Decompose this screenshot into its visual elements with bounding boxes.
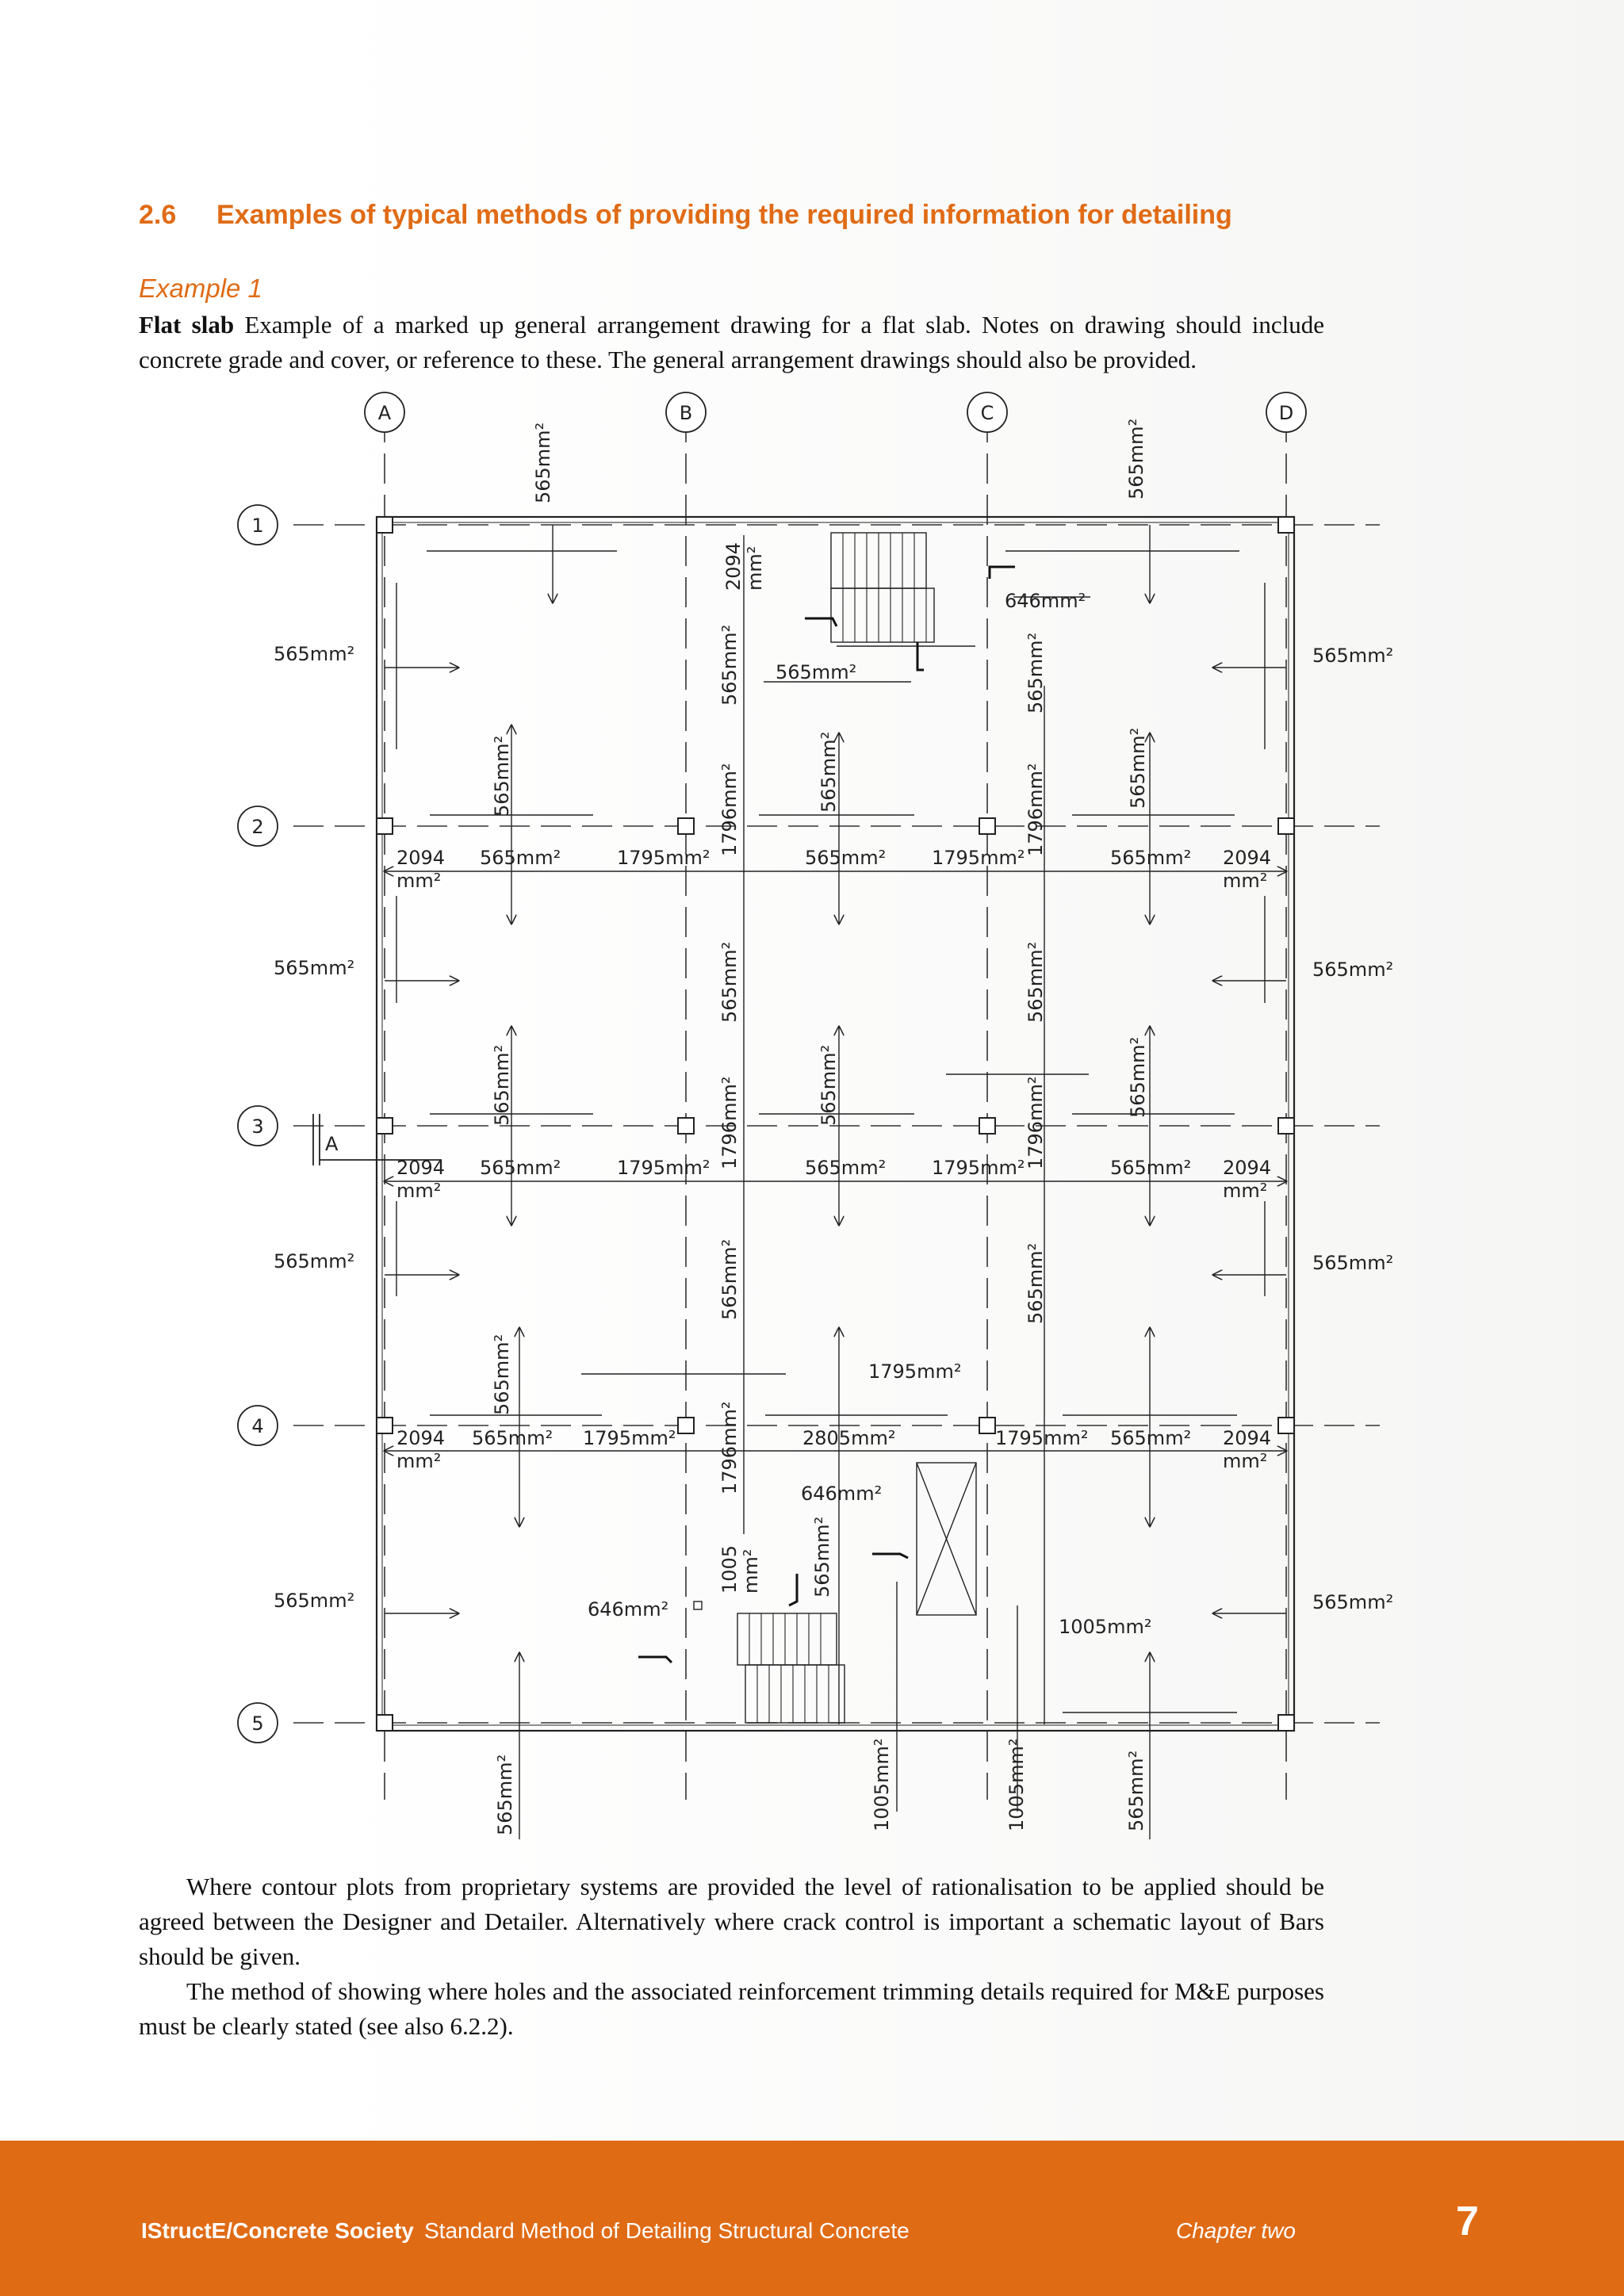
area-label: 1796mm² xyxy=(1025,1076,1047,1169)
area-label: 646mm² xyxy=(801,1483,883,1505)
area-label: 565mm² xyxy=(1025,941,1047,1023)
area-label: 1795mm² xyxy=(868,1360,962,1383)
area-label: 565mm² xyxy=(1125,1750,1147,1831)
area-label: 565mm² xyxy=(1125,418,1147,499)
area-label: 565mm² xyxy=(818,1044,840,1126)
area-label: 1005mm² xyxy=(871,1738,893,1831)
area-label: 565mm² xyxy=(718,941,741,1023)
area-label: 565mm² xyxy=(494,1754,516,1835)
area-label: 565mm² xyxy=(1025,1242,1047,1324)
grid-row-label: 5 xyxy=(251,1712,264,1735)
area-label: 1005mm² xyxy=(1059,1616,1152,1638)
section-heading xyxy=(139,200,1487,231)
area-label: 1005 xyxy=(718,1544,741,1594)
footer-org: IStructE/Concrete Society xyxy=(141,2218,414,2243)
area-label: 1796mm² xyxy=(718,1401,741,1494)
area-label: 565mm² xyxy=(776,661,857,683)
area-label: 565mm² xyxy=(274,957,355,979)
body-paragraph: Where contour plots from proprietary systems are provided the level of rationalisation to be applied should be agreed between the Designer and Detailer. Alternatively where crack control is important a schematic layout of Bars should be given. xyxy=(139,1873,1324,1970)
area-label: 1795mm² xyxy=(583,1427,676,1449)
area-label: 565mm² xyxy=(1312,645,1394,667)
page-number: 7 xyxy=(1456,2198,1479,2244)
area-label: 2094 xyxy=(396,1427,446,1449)
example-label: Example 1 xyxy=(139,274,262,303)
area-label: mm² xyxy=(1223,1450,1268,1472)
area-label: 2094 xyxy=(396,847,446,869)
area-label: 565mm² xyxy=(480,847,561,869)
area-label: 2094 xyxy=(396,1157,446,1179)
area-label: mm² xyxy=(396,1180,442,1202)
area-label: mm² xyxy=(740,1548,762,1594)
area-label: 1795mm² xyxy=(932,847,1025,869)
area-label: 565mm² xyxy=(1110,1427,1192,1449)
area-label: 1796mm² xyxy=(718,1076,741,1169)
area-label: 1795mm² xyxy=(617,847,710,869)
area-label: 565mm² xyxy=(274,1250,355,1272)
area-label: mm² xyxy=(744,545,766,591)
area-label: 1795mm² xyxy=(617,1157,710,1179)
grid-row-label: 4 xyxy=(251,1415,264,1437)
area-label: mm² xyxy=(396,870,442,892)
area-label: 565mm² xyxy=(1312,1591,1394,1613)
area-label: 2094 xyxy=(722,541,745,591)
area-label: 565mm² xyxy=(718,1238,741,1320)
body-paragraph: The method of showing where holes and the associated reinforcement trimming details required for M&E purposes must be clearly stated (see also 6.2.2). xyxy=(139,1977,1324,2040)
section-marker-label: A xyxy=(325,1133,339,1155)
area-label: 565mm² xyxy=(1312,959,1394,981)
intro-text: Example of a marked up general arrangement drawing for a flat slab. Notes on drawing should include concrete grade and cover, or reference to these. The general arrangement drawings should also be provided. xyxy=(139,311,1324,373)
area-label: 565mm² xyxy=(1127,727,1149,809)
intro-lead: Flat slab xyxy=(139,311,235,339)
area-label: 565mm² xyxy=(805,847,887,869)
area-label: 565mm² xyxy=(811,1516,833,1598)
area-label: 2094 xyxy=(1223,847,1272,869)
area-label: mm² xyxy=(396,1450,442,1472)
area-label: 565mm² xyxy=(1127,1036,1149,1118)
area-label: 1796mm² xyxy=(718,763,741,856)
area-label: 565mm² xyxy=(1110,847,1192,869)
stair-top xyxy=(831,533,975,646)
area-label: 1005mm² xyxy=(1005,1738,1028,1831)
area-label: mm² xyxy=(1223,870,1268,892)
area-label: 565mm² xyxy=(1312,1252,1394,1274)
area-label: 565mm² xyxy=(532,422,554,503)
footer-title: Standard Method of Detailing Structural Concrete xyxy=(424,2218,910,2243)
area-label: 2094 xyxy=(1223,1157,1272,1179)
area-label: 646mm² xyxy=(1005,590,1086,612)
drawing-svg xyxy=(147,385,1400,1851)
area-label: 565mm² xyxy=(818,731,840,813)
area-label: 565mm² xyxy=(805,1157,887,1179)
area-label: mm² xyxy=(1223,1180,1268,1202)
grid-row-label: 3 xyxy=(251,1115,264,1138)
area-label: 565mm² xyxy=(1110,1157,1192,1179)
area-label: 565mm² xyxy=(718,624,741,706)
area-label: 1796mm² xyxy=(1025,763,1047,856)
area-label: 2094 xyxy=(1223,1427,1272,1449)
area-label: 1795mm² xyxy=(995,1427,1089,1449)
reinforcement-bars xyxy=(385,525,1286,1839)
area-label: 565mm² xyxy=(491,735,513,817)
vertical-area-labels xyxy=(491,418,1152,1835)
grid-col-label: B xyxy=(679,402,693,424)
stair-top-treads xyxy=(843,533,926,642)
grid-col-label: D xyxy=(1278,402,1294,424)
area-label: 565mm² xyxy=(491,1044,513,1126)
grid-row-label: 1 xyxy=(251,515,264,537)
grid-row-label: 2 xyxy=(251,816,264,838)
grid-col-label: A xyxy=(377,402,392,424)
stair-bottom-treads xyxy=(749,1613,829,1723)
section-number: 2.6 xyxy=(139,200,177,230)
area-label: 565mm² xyxy=(274,1590,355,1612)
intro-paragraph xyxy=(139,308,1324,377)
grid-col-label: C xyxy=(980,402,994,424)
section-title: Examples of typical methods of providing the required information for detailing xyxy=(216,200,1232,230)
area-label: 646mm² xyxy=(588,1598,669,1621)
area-label: 565mm² xyxy=(480,1157,561,1179)
area-label: 565mm² xyxy=(491,1334,513,1415)
area-label: 565mm² xyxy=(274,643,355,665)
area-label: 565mm² xyxy=(1025,632,1047,714)
area-label: 2805mm² xyxy=(802,1427,896,1449)
flat-slab-drawing xyxy=(147,385,1400,1851)
area-label: 565mm² xyxy=(472,1427,553,1449)
area-label: 1795mm² xyxy=(932,1157,1025,1179)
footer-chapter: Chapter two xyxy=(1176,2218,1296,2243)
